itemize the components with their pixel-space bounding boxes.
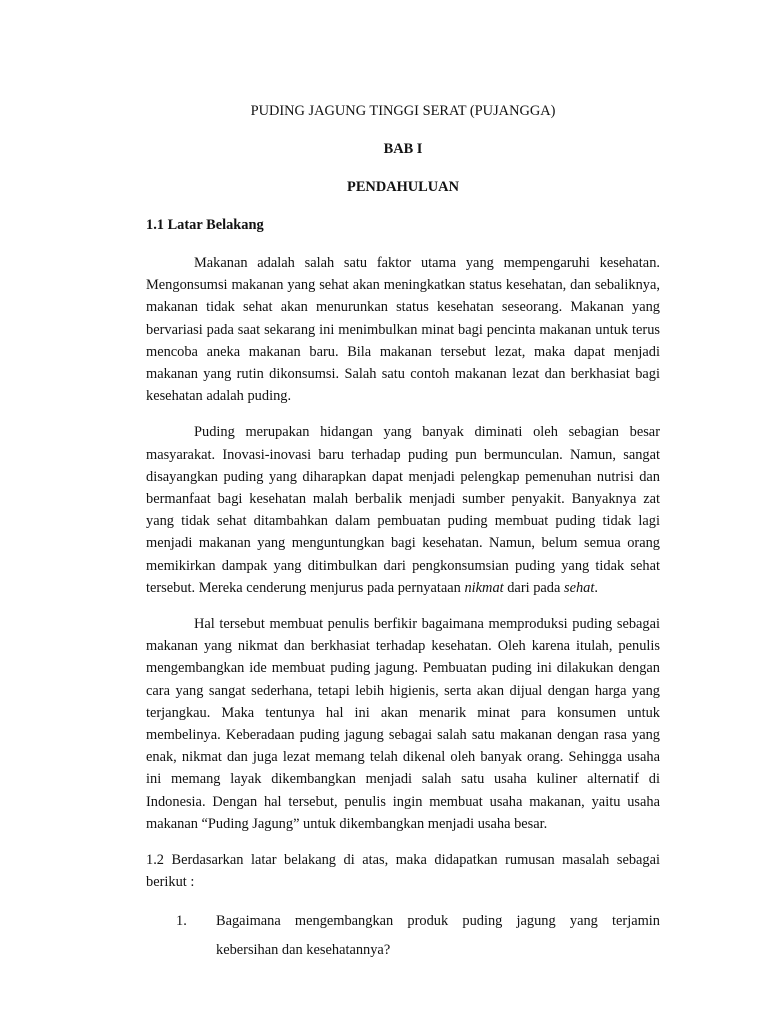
list-item-text: Bagaimana mengembangkan produk puding jagung yang terjamin kebersihan dan kesehatannya? — [216, 913, 660, 959]
problem-list — [146, 907, 660, 965]
section-heading-latar-belakang: 1.1 Latar Belakang — [146, 217, 264, 233]
chapter-number: BAB I — [383, 141, 423, 157]
paragraph-2-text: Puding merupakan hidangan yang banyak diminati oleh sebagian besar masyarakat. Inovasi-inovasi baru terhadap puding pun bermunculan. Namun, sangat disayangkan puding yang diharapkan dapat menjadi pelengkap pemenuhan nutrisi dan bermanfaat bagi kesehatan malah berbalik menjadi sumber penyakit. Banyaknya zat yang tidak sehat ditambahkan dalam pembuatan puding membuat puding tidak lagi menjadi makanan yang menguntungkan bagi kesehatan. Namun, belum semua orang memikirkan dampak yang ditimbulkan dari pengkonsumsian puding yang tidak sehat tersebut. Mereka cenderung menjurus pada pernyataan — [146, 424, 660, 596]
paragraph-2-connector: dari pada — [503, 579, 564, 596]
paragraph-2 — [146, 421, 660, 599]
paragraph-2-end: . — [594, 579, 598, 596]
document-title: PUDING JAGUNG TINGGI SERAT (PUJANGGA) — [250, 103, 556, 119]
list-item-number: 1. — [176, 913, 187, 930]
paragraph-rumusan-masalah: 1.2 Berdasarkan latar belakang di atas, maka didapatkan rumusan masalah sebagai berikut : — [146, 852, 660, 891]
paragraph-1: Makanan adalah salah satu faktor utama yang mempengaruhi kesehatan. Mengonsumsi makanan yang sehat akan meningkatkan status kesehatan, dan sebaliknya, makanan tidak sehat akan menurunkan status kesehatan seseorang. Makanan yang bervariasi pada saat sekarang ini menimbulkan minat bagi pencinta makanan untuk terus mencoba aneka makanan baru. Bila makanan tersebut lezat, maka dapat menjadi makanan yang rutin dikonsumsi. Salah satu contoh makanan lezat dan berkhasiat bagi kesehatan adalah puding. — [146, 255, 660, 405]
chapter-title: PENDAHULUAN — [347, 179, 459, 195]
paragraph-3: Hal tersebut membuat penulis berfikir bagaimana memproduksi puding sebagai makanan yang nikmat dan berkhasiat terhadap kesehatan. Oleh karena itulah, penulis mengembangkan ide membuat puding jagung. Pembuatan puding ini dilakukan dengan cara yang sangat sederhana, tetapi lebih higienis, serta akan dijual dengan harga yang terjangkau. Maka tentunya hal ini akan menarik minat para konsumen untuk membelinya. Keberadaan puding jagung sebagai salah satu makanan dengan rasa yang enak, nikmat dan juga lezat memang telah dikenal oleh banyak orang. Sehingga usaha ini memang layak dikembangkan menjadi salah satu usaha kuliner alternatif di Indonesia. Dengan hal tersebut, penulis ingin membuat usaha makanan, yaitu usaha makanan “Puding Jagung” untuk dikembangkan menjadi usaha besar. — [146, 616, 660, 832]
list-item — [146, 907, 660, 965]
paragraph-2-italic-sehat: sehat — [563, 579, 595, 596]
paragraph-2-italic-nikmat: nikmat — [464, 579, 504, 596]
